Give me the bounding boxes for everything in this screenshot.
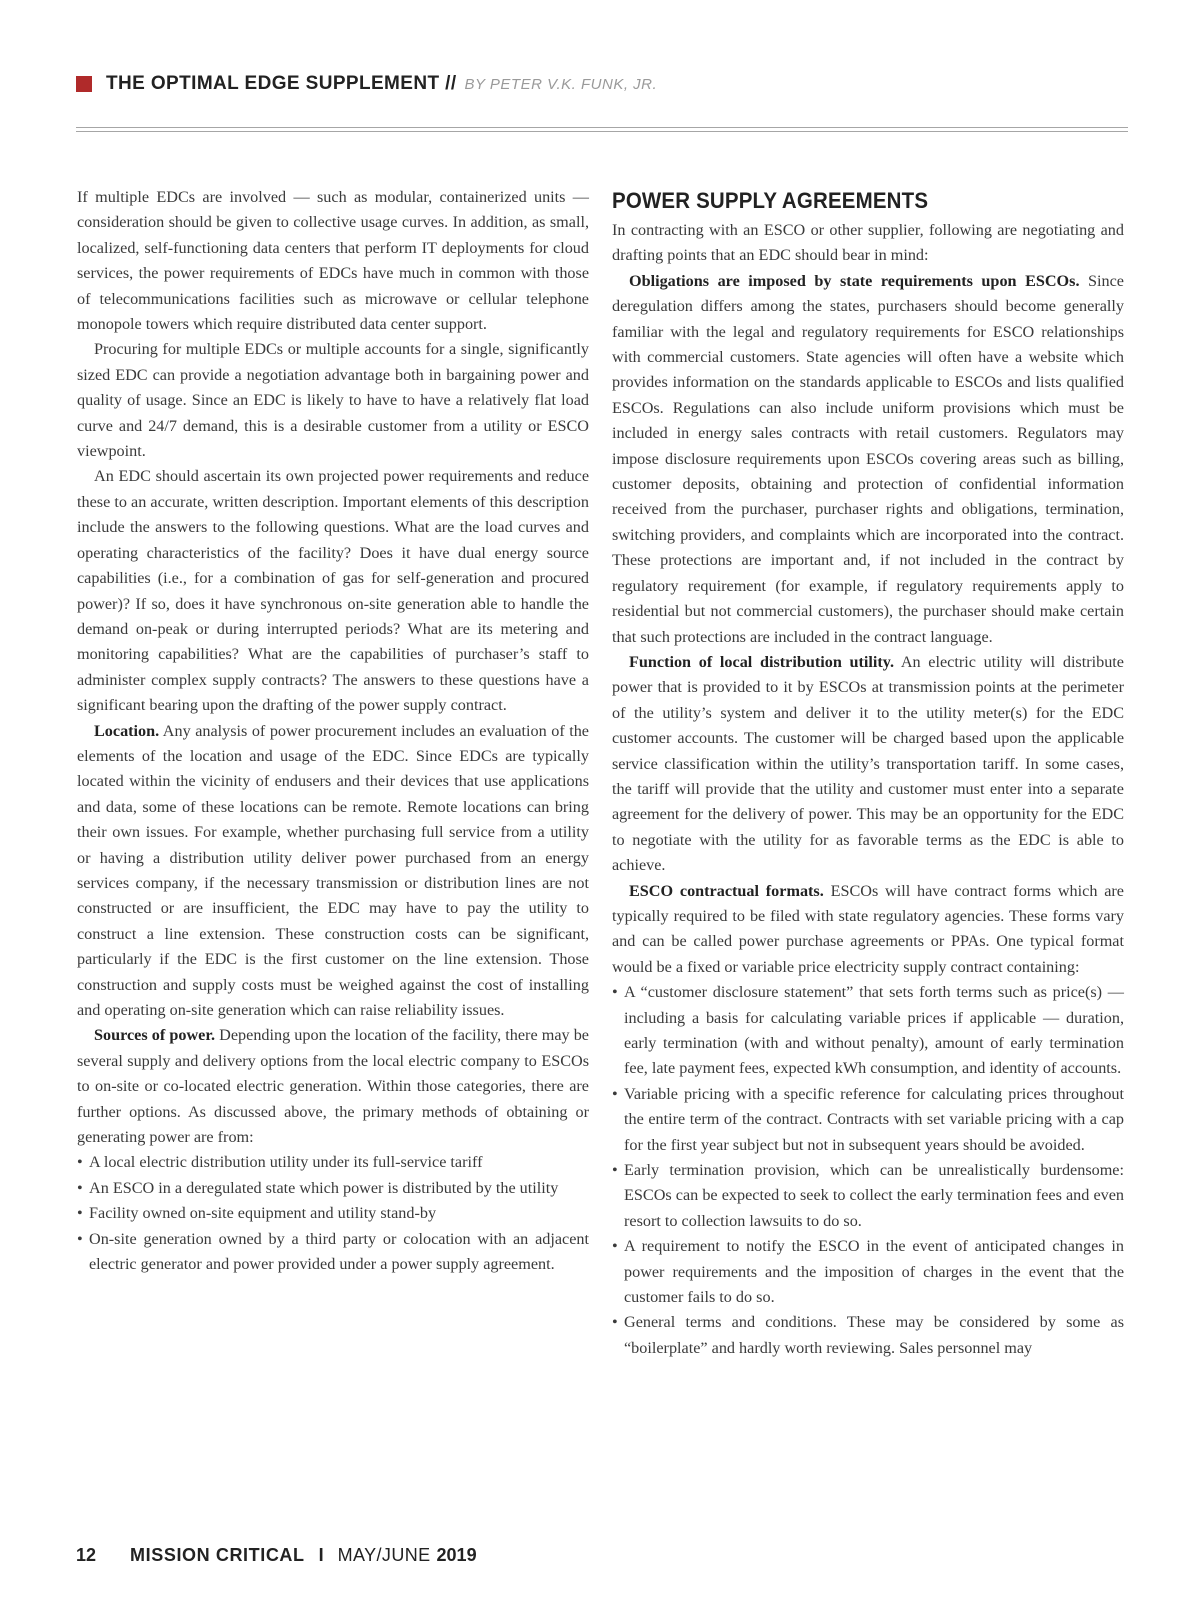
page-footer [76,1545,477,1566]
paragraph-body: Any analysis of power procurement includes an evaluation of the elements of the location and usage of the EDC. Since EDCs are typically located within the vicinity of endusers and their devices that use applications and data, some of these locations can be remote. Remote locations can bring their own issues. For example, whether purchasing full service from a utility or having a distribution utility deliver power purchased from an energy services company, if the necessary transmission or distribution lines are not constructed or are insufficient, the EDC may have to pay the utility to construct a line extension. These construction costs can be significant, particularly if the EDC is the first customer on the line extension. Those construction and supply costs must be weighed against the cost of installing and operating on-site generation which can raise reliability issues. [77,721,589,1019]
right-column [612,188,1124,1361]
list-item: • On-site generation owned by a third party or colocation with an adjacent electric generator and power provided under a power supply agreement. [77,1227,589,1278]
section-heading: POWER SUPPLY AGREEMENTS [612,188,929,213]
accent-square-icon [76,76,92,92]
list-item: • Facility owned on-site equipment and utility stand-by [77,1201,589,1226]
paragraph [612,650,1124,879]
header-rule-top [76,127,1128,128]
list-item: • A “customer disclosure statement” that sets forth terms such as price(s) — including a basis for calculating variable prices if applicable — duration, early termination (with and without penalty), amount of early termination fee, late payment fees, expected kWh consumption, and identity of accounts. [612,980,1124,1082]
list-item: • A requirement to notify the ESCO in the event of anticipated changes in power requirements and the imposition of charges in the event that the customer fails to do so. [612,1234,1124,1310]
paragraph-body: Depending upon the location of the facility, there may be several supply and delivery options from the local electric company to ESCOs to on-site or co-located electric generation. Within those categories, there are further options. As discussed above, the primary methods of obtaining or generating power are from: [77,1026,589,1147]
header-title: THE OPTIMAL EDGE SUPPLEMENT // [106,73,457,94]
paragraph: In contracting with an ESCO or other supplier, following are negotiating and drafting points that an EDC should bear in mind: [612,221,1124,265]
issue-year: 2019 [436,1545,477,1565]
run-in-heading: ESCO contractual formats. [629,881,824,900]
run-in-heading: Location. [94,721,160,740]
paragraph: Procuring for multiple EDCs or multiple accounts for a single, significantly sized EDC can provide a negotiation advantage both in bargaining power and quality of usage. Since an EDC is likely to have to have a relatively flat load curve and 24/7 demand, this is a desirable customer from a utility or ESCO viewpoint. [77,340,589,461]
bullet-list [77,1150,589,1277]
paragraph: An EDC should ascertain its own projected power requirements and reduce these to an accurate, written description. Important elements of this description include the answers to the following questions. What are the load curves and operating characteristics of the facility? Does it have dual energy source capabilities (i.e., for a combination of gas for self-generation and procured power)? If so, does it have synchronous on-site generation able to handle the demand on-peak or during interrupted periods? What are its metering and monitoring capabilities? What are the capabilities of purchaser’s staff to administer complex supply contracts? The answers to these questions have a significant bearing upon the drafting of the power supply contract. [77,467,589,715]
paragraph [612,269,1124,650]
list-item: • A local electric distribution utility under its full-service tariff [77,1150,589,1175]
paragraph: If multiple EDCs are involved — such as modular, containerized units — consideration should be given to collective usage curves. In addition, as small, localized, self-functioning data centers that perform IT deployments for cloud services, the power requirements of EDCs have much in common with those of telecommunications facilities such as microwave or cellular telephone monopole towers which require distributed data center support. [77,188,589,334]
footer-separator: I [318,1545,324,1565]
list-item: • An ESCO in a deregulated state which power is distributed by the utility [77,1176,589,1201]
bullet-list [612,980,1124,1361]
run-in-heading: Obligations are imposed by state requirements upon ESCOs. [629,271,1080,290]
paragraph [77,719,589,1024]
list-item: • General terms and conditions. These may be considered by some as “boilerplate” and hardly worth reviewing. Sales personnel may [612,1310,1124,1361]
list-item: • Early termination provision, which can be unrealistically burdensome: ESCOs can be expected to seek to collect the early termination fees and even resort to collection lawsuits to do so. [612,1158,1124,1234]
run-in-heading: Sources of power. [94,1026,216,1045]
list-item: • Variable pricing with a specific reference for calculating prices throughout the entire term of the contract. Contracts with set variable pricing with a cap for the first year subject but not in subsequent years should be avoided. [612,1082,1124,1158]
page-header [76,72,657,96]
paragraph-body: Since deregulation differs among the states, purchasers should become generally familiar with the legal and regulatory requirements for ESCO relationships with commercial customers. State agencies will often have a website which provides information on the standards applicable to ESCOs and lists qualified ESCOs. Regulations can also include uniform provisions which must be included in energy sales contracts with retail customers. Regulators may impose disclosure requirements upon ESCOs covering areas such as billing, customer deposits, obtaining and protection of confidential information received from the purchaser, purchaser rights and obligations, termination, switching providers, and complaints which are incorporated into the contract. These protections are important and, if not included in the contract by regulatory requirement (for example, if regulatory requirements apply to residential but not commercial customers), the purchaser should make certain that such protections are included in the contract language. [612,271,1124,646]
paragraph-body: An electric utility will distribute power that is provided to it by ESCOs at transmission points at the perimeter of the utility’s system and deliver it to the utility meter(s) for the EDC customer accounts. The customer will be charged based upon the applicable service classification within the utility’s transportation tariff. In some cases, the tariff will provide that the utility and customer must enter into a separate agreement for the delivery of power. This may be an opportunity for the EDC to negotiate with the utility for as favorable terms as the EDC is able to achieve. [612,652,1124,875]
run-in-heading: Function of local distribution utility. [629,652,895,671]
issue-date: MAY/JUNE [337,1545,431,1565]
magazine-name: MISSION CRITICAL [130,1545,305,1565]
page-number: 12 [76,1545,97,1565]
paragraph [77,1023,589,1150]
paragraph-body: ESCOs will have contract forms which are typically required to be filed with state regulatory agencies. These forms vary and can be called power purchase agreements or PPAs. One typical format would be a fixed or variable price electricity supply contract containing: [612,881,1124,976]
header-rule-bottom [76,131,1128,132]
paragraph [612,879,1124,981]
left-column [77,185,589,1277]
header-byline: BY PETER V.K. FUNK, JR. [464,75,658,93]
